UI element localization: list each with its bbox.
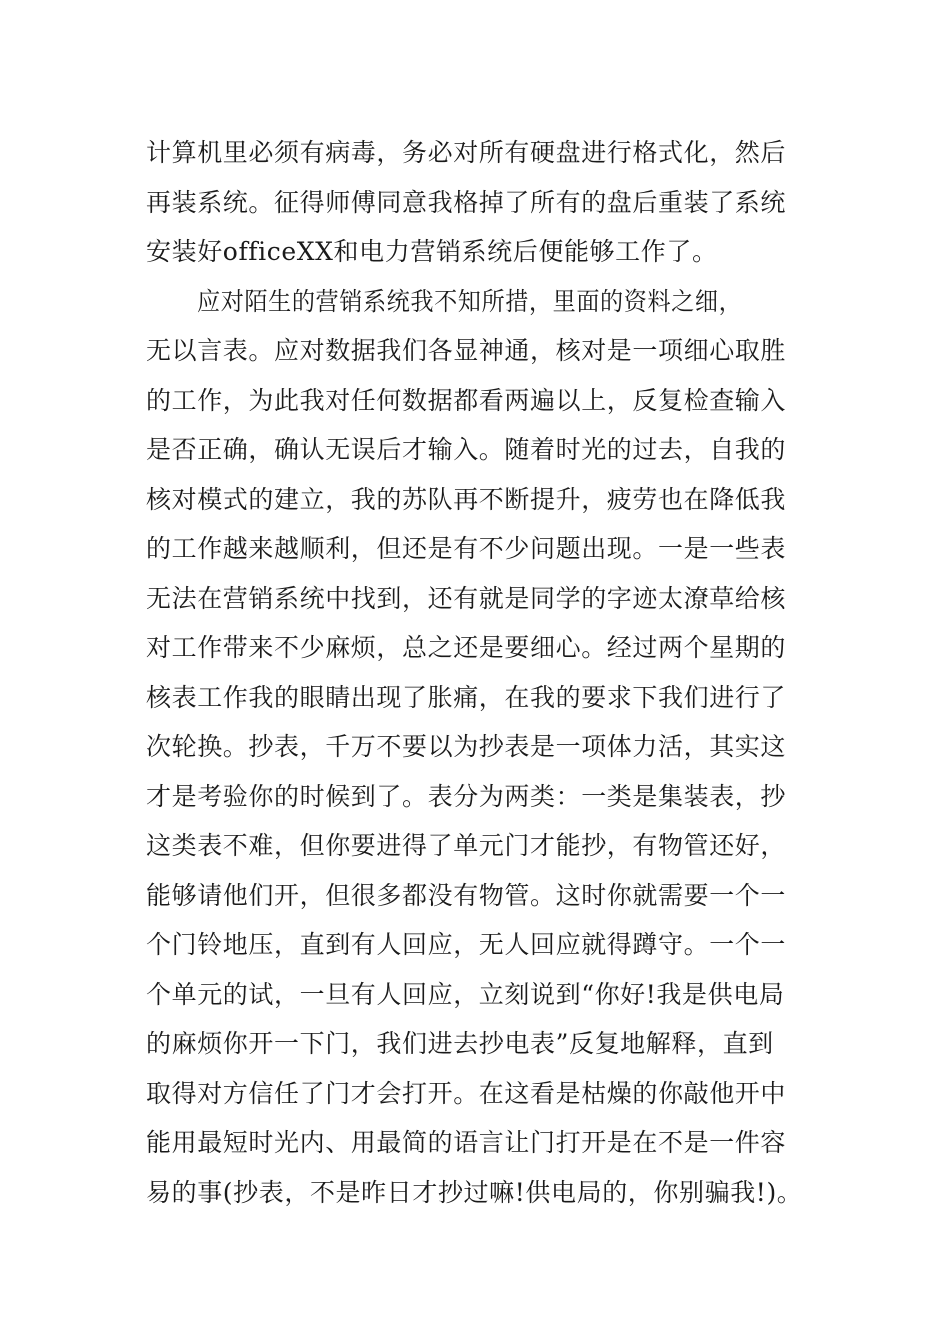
text-line: 能用最短时光内、用最简的语言让门打开是在不是一件容 <box>146 1128 787 1157</box>
text-line: 的工作，为此我对任何数据都看两遍以上，反复检查输入 <box>146 385 787 415</box>
text-line: 能够请他们开，但很多都没有物管。这时你就需要一个一 <box>146 880 787 910</box>
text-line: 的麻烦你开一下门，我们进去抄电表”反复地解释，直到 <box>146 1029 774 1058</box>
text-line: 安装好officeXX和电力营销系统后便能够工作了。 <box>146 237 718 266</box>
text-line: 核表工作我的眼睛出现了胀痛，在我的要求下我们进行了 <box>146 682 787 712</box>
text-line: 个门铃地压，直到有人回应，无人回应就得蹲守。一个一 <box>146 930 787 959</box>
text-line: 再装系统。征得师傅同意我格掉了所有的盘后重装了系统 <box>146 187 787 217</box>
text-line: 的工作越来越顺利，但还是有不少问题出现。一是一些表 <box>146 534 787 563</box>
text-line: 才是考验你的时候到了。表分为两类：一类是集装表，抄 <box>146 781 787 811</box>
text-line: 个单元的试，一旦有人回应，立刻说到“你好!我是供电局 <box>146 979 785 1009</box>
paragraph-first-line: 应对陌生的营销系统我不知所措，里面的资料之细， <box>197 286 743 316</box>
text-line: 是否正确，确认无误后才输入。随着时光的过去，自我的 <box>146 435 787 464</box>
text-line: 计算机里必须有病毒，务必对所有硬盘进行格式化，然后 <box>146 138 787 167</box>
text-line: 易的事(抄表，不是昨日才抄过嘛!供电局的，你别骗我!)。 <box>146 1177 803 1207</box>
text-line: 无法在营销系统中找到，还有就是同学的字迹太潦草给核 <box>146 583 787 613</box>
text-line: 取得对方信任了门才会打开。在这看是枯燥的你敲他开中 <box>146 1078 787 1108</box>
text-line: 无以言表。应对数据我们各显神通，核对是一项细心取胜 <box>146 336 787 365</box>
text-line: 对工作带来不少麻烦，总之还是要细心。经过两个星期的 <box>146 633 787 662</box>
text-line: 这类表不难，但你要进得了单元门才能抄，有物管还好， <box>146 831 787 860</box>
text-line: 次轮换。抄表，千万不要以为抄表是一项体力活，其实这 <box>146 732 787 761</box>
text-line: 核对模式的建立，我的苏队再不断提升，疲劳也在降低我 <box>146 484 787 514</box>
